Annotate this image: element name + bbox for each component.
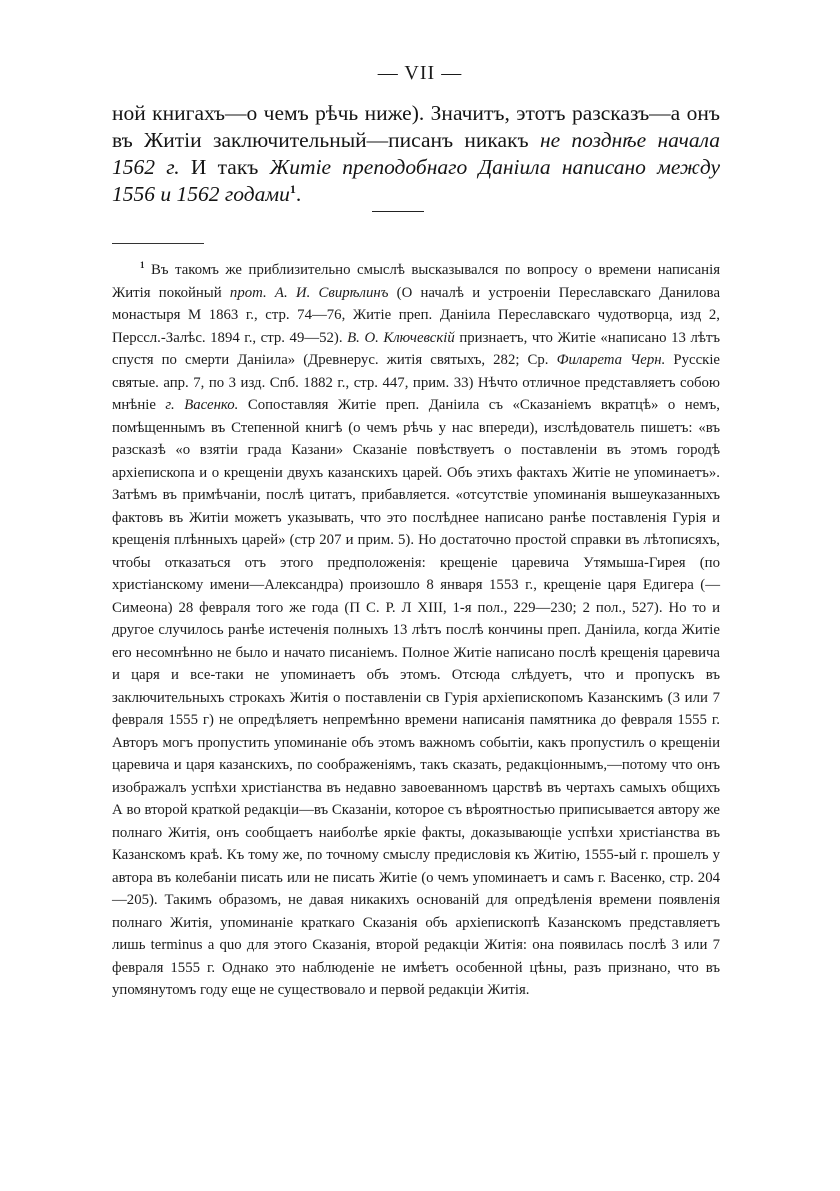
footnote-text: признаетъ, что Житіе «написано 13 лѣтъ спустя по смерти Даніила» (Древнерус. житія святыхъ, 282; Ср. (112, 329, 721, 368)
footnote-author: прот. А. И. Свирѣлинъ (229, 284, 389, 301)
footnote-author: Филарета Черн. (556, 352, 666, 368)
main-text-italic: Житіе преподобнаго Даніила написано между 1556 и 1562 годами (112, 155, 720, 206)
main-text (112, 100, 720, 208)
footnote-separator (112, 243, 204, 244)
footnote (112, 259, 720, 1002)
footnote-marker: 1 (140, 260, 145, 271)
footnote-text: (О началѣ и устроеніи Переславскаго Даниловa монастыря М 1863 г., стр. 74—76, Житіе преп. Даніила Переславскаго чудотворца, изд 2, Перссл.-Залѣс. 1894 г., стр. 49—52). (112, 284, 721, 346)
footnote-author: г. Васенко. (165, 397, 239, 413)
main-text-part: . (295, 182, 302, 206)
main-text-part: И такъ (179, 155, 270, 179)
main-text-part: ной книгахъ—о чемъ рѣчь ниже). Значитъ, этотъ разсказъ—а онъ въ Житіи заключительный—писанъ никакъ (112, 101, 720, 152)
section-end-rule (372, 211, 424, 212)
footnote-text: Сопоставляя Житіе преп. Даніила съ «Сказаніемъ вкратцѣ» о немъ, помѣщеннымъ въ Степенной книгѣ (о чемъ рѣчь у нас впереди), изслѣдователь пишетъ: «въ разсказѣ «о взятіи града Казани» Сказаніе повѣствуетъ о поставленіи въ этомъ городѣ архіепископа и о крещеніи двухъ казанскихъ царей. Объ этихъ фактахъ Житіе не упоминаетъ». Затѣмъ въ примѣчаніи, послѣ цитатъ, прибавляется. «отсутствіе упоминанія вышеуказанныхъ фактовъ въ Житіи можетъ указывать, что это послѣднее написано ранѣе поставленія Гурія и крещенія плѣнныхъ царей» (стр 207 и прим. 5). Но достаточно простой справки въ лѣтописяхъ, чтобы отказаться отъ этого предположенія: крещеніе царевича Утямыша-Гирея (по христіанскому имени—Александра) произошло 8 января 1553 г., крещеніе царя Едигера (—Симеона) 28 февраля того же года (П С. Р. Л XIII, 1-я пол., 229—230; 2 пол., 527). Но то и другое случилось ранѣе истеченія полныхъ 13 лѣтъ послѣ кончины преп. Даніила, когда Житіе его несомнѣнно не было и начато писаніемъ. Полное Житіе написано послѣ крещенія царевича и царя и все-таки не упоминаетъ объ этомъ. Отсюда слѣдуетъ, что и пропускъ въ заключительныхъ строкахъ Житія о поставленіи св Гурія архіепископомъ Казанскимъ (3 или 7 февраля 1555 г) не опредѣляетъ непремѣнно времени написанія памятника до февраля 1555 г. Авторъ могъ пропустить упоминаніе объ этомъ важномъ событіи, какъ пропустилъ о крещеніи царевича и царя казанскихъ, по соображеніямъ, такъ сказать, редакціоннымъ,—потому что онъ изображалъ успѣхи христіанства въ недавно завоеванномъ царствѣ въ чертахъ самыхъ общихъ А во второй краткой редакціи—въ Сказаніи, которое съ вѣроятностью приписывается автору же полнаго Житія, онъ сообщаетъ наиболѣе яркіе факты, доказывающіе успѣхи христіанства въ Казанскомъ краѣ. Къ тому же, по точному смыслу предисловія къ Житію, 1555-ый г. прошелъ у автора въ колебаніи писать или не писать Житіе (о чемъ упоминаетъ и самъ г. Васенко, стр. 204—205). Такимъ образомъ, не давая никакихъ основаній для опредѣленія времени появленія полнаго Житія, упоминаніе краткаго Сказанія объ архіепископѣ Казанскомъ представляетъ лишь terminus a quo для этого Сказанія, второй редакціи Житія: она появилась послѣ 3 или 7 февраля 1555 г. Однако это наблюденіе не имѣетъ особенной цѣны, разъ признано, что въ упомянутомъ году еще не существовало и первой редакціи Житія. (112, 397, 720, 998)
footnote-text: Въ такомъ же приблизительно смыслѣ высказывался по вопросу о времени написанія Житія покойный (112, 262, 720, 301)
footnote-reference[interactable]: 1 (289, 181, 296, 196)
page-number: — VII — (377, 62, 463, 84)
footnote-text: Русскіе святые. апр. 7, по 3 изд. Спб. 1882 г., стр. 447, прим. 33) Нѣчто отличное представляетъ собою мнѣніе (112, 352, 721, 413)
main-text-italic: не позднѣе начала 1562 г. (112, 128, 720, 179)
footnote-author: В. О. Ключевскій (347, 329, 455, 346)
